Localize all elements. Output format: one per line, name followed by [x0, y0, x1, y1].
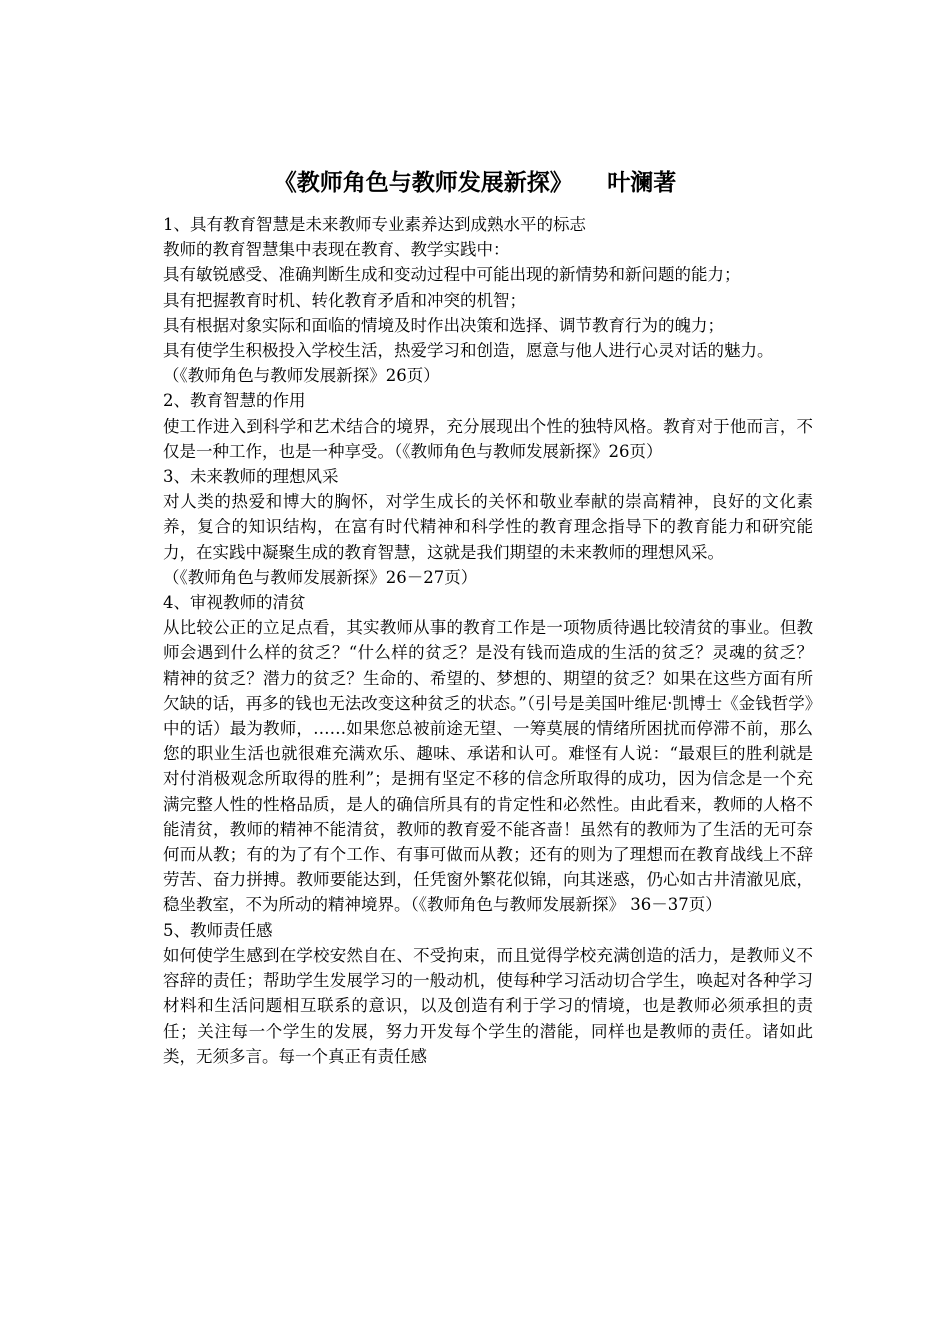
section-heading: 3、未来教师的理想风采 [163, 467, 339, 487]
body-paragraph: 从比较公正的立足点看，其实教师从事的教育工作是一项物质待遇比较清贫的事业。但教师会遇到什么样的贫乏？“什么样的贫乏？是没有钱而造成的生活的贫乏？灵魂的贫乏？精神的贫乏？潜力的贫乏？生命的、希望的、梦想的、期望的贫乏？如果在这些方面有所欠缺的话，再多的钱也无法改变这种贫乏的状态。”（引号是美国叶维尼·凯博士《金钱哲学》中的话）最为教师，……如果您总被前途无望、一筹莫展的情绪所困扰而停滞不前，那么您的职业生活也就很难充满欢乐、趣味、承诺和认可。难怪有人说：“最艰巨的胜利就是对付消极观念所取得的胜利”；是拥有坚定不移的信念所取得的成功，因为信念是一个充满完整人性的性格品质，是人的确信所具有的肯定性和必然性。由此看来，教师的人格不能清贫，教师的精神不能清贫，教师的教育爱不能吝啬！虽然有的教师为了生活的无可奈何而从教；有的为了有个工作、有事可做而从教；还有的则为了理想而在教育战线上不辞劳苦、奋力拼搏。教师要能达到，任凭窗外繁花似锦，向其迷惑，仍心如古井清澈见底，稳坐教室，不为所动的精神境界。（《教师角色与教师发展新探》 36－37页） [163, 618, 813, 915]
section-heading: 2、教育智慧的作用 [163, 391, 306, 411]
citation: （《教师角色与教师发展新探》26页） [163, 366, 440, 386]
body-paragraph: 教师的教育智慧集中表现在教育、教学实践中： [163, 240, 510, 260]
body-paragraph: 对人类的热爱和博大的胸怀，对学生成长的关怀和敬业奉献的崇高精神，良好的文化素养，复合的知识结构，在富有时代精神和科学性的教育理念指导下的教育能力和研究能力，在实践中凝聚生成的教育智慧，这就是我们期望的未来教师的理想风采。 [163, 492, 813, 562]
citation: （《教师角色与教师发展新探》26－27页） [163, 567, 478, 587]
document-body [163, 212, 813, 1069]
body-paragraph: 具有敏锐感受、准确判断生成和变动过程中可能出现的新情势和新问题的能力； [163, 265, 741, 285]
body-paragraph: 使工作进入到科学和艺术结合的境界，充分展现出个性的独特风格。教育对于他而言，不仅是一种工作，也是一种享受。（《教师角色与教师发展新探》26页） [163, 416, 813, 461]
section-heading: 1、具有教育智慧是未来教师专业素养达到成熟水平的标志 [163, 215, 586, 234]
document-title: 《教师角色与教师发展新探》 叶澜著 [273, 170, 677, 196]
body-paragraph: 具有根据对象实际和面临的情境及时作出决策和选择、调节教育行为的魄力； [163, 315, 724, 335]
section-heading: 5、教师责任感 [163, 920, 273, 940]
body-paragraph: 如何使学生感到在学校安然自在、不受拘束，而且觉得学校充满创造的活力，是教师义不容辞的责任；帮助学生发展学习的一般动机，使每种学习活动切合学生，唤起对各种学习材料和生活问题相互联系的意识，以及创造有利于学习的情境，也是教师必须承担的责任；关注每一个学生的发展，努力开发每个学生的潜能，同样也是教师的责任。诸如此类，无须多言。每一个真正有责任感 [163, 945, 813, 1066]
body-paragraph: 具有使学生积极投入学校生活，热爱学习和创造，愿意与他人进行心灵对话的魅力。 [163, 341, 774, 361]
section-heading: 4、审视教师的清贫 [163, 593, 306, 613]
body-paragraph: 具有把握教育时机、转化教育矛盾和冲突的机智； [163, 290, 526, 310]
